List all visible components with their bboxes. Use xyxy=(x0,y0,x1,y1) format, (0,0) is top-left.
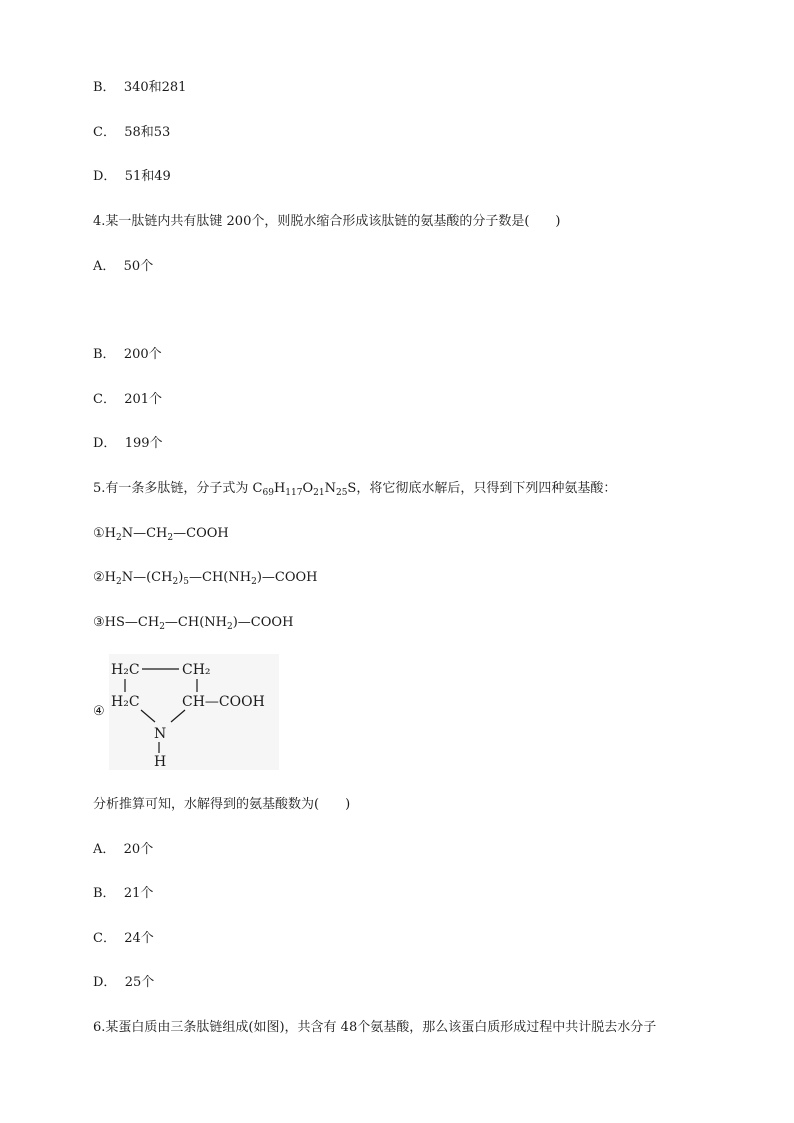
q4-stem: 4.某一肽链内共有肽键 200个，则脱水缩合形成该肽链的氨基酸的分子数是( ) xyxy=(93,214,561,229)
q5-ask: 分析推算可知，水解得到的氨基酸数为( ) xyxy=(93,797,351,812)
ring-nitrogen-label: N xyxy=(154,726,167,742)
proline-structure-figure xyxy=(109,654,279,770)
q5-amino-acid-3: $③HS—CH_2—CH(NH_2)—COOH$ xyxy=(93,615,294,632)
q5-amino-acid-4-marker: ④ xyxy=(93,704,105,719)
q5-amino-acid-2: $②H_2N—(CH_2)_5—CH(NH_2)—COOH$ xyxy=(93,570,318,587)
q4-option-d: D． 199个 xyxy=(93,436,163,451)
q4-option-b: B． 200个 xyxy=(93,347,162,362)
ring-bond-lower-left xyxy=(141,710,155,722)
q5-option-c: C． 24个 xyxy=(93,931,154,946)
ring-bond-lower-right xyxy=(171,710,185,722)
q5-option-b: B． 21个 xyxy=(93,886,154,901)
ring-hydrogen-label: H xyxy=(154,754,167,770)
ring-mid-left-label: H₂C xyxy=(111,694,140,710)
q5-stem: 5.有一条多肽链，分子式为 $C_{69}H_{117}O_{21}N_{25}S$，将它彻底水解后，只得到下列四种氨基酸： xyxy=(93,481,617,498)
q3-option-c: C． 58和53 xyxy=(93,125,171,140)
q3-option-b: B． 340和281 xyxy=(93,80,187,95)
q3-option-d: D． 51和49 xyxy=(93,169,171,184)
ring-top-left-label: H₂C xyxy=(111,662,140,678)
proline-ring-svg xyxy=(109,654,279,770)
ring-top-right-label: CH₂ xyxy=(182,662,211,678)
q6-stem: 6.某蛋白质由三条肽链组成(如图)，共含有 48个氨基酸，那么该蛋白质形成过程中共计脱去水分子 xyxy=(93,1020,657,1035)
q5-option-d: D． 25个 xyxy=(93,975,155,990)
q5-option-a: A． 20个 xyxy=(93,842,154,857)
q5-amino-acid-1: $①H_2N—CH_2—COOH$ xyxy=(93,526,229,543)
q4-option-a: A． 50个 xyxy=(93,259,154,274)
ring-mid-right-label: CH—COOH xyxy=(182,694,265,710)
q4-option-c: C． 201个 xyxy=(93,392,163,407)
